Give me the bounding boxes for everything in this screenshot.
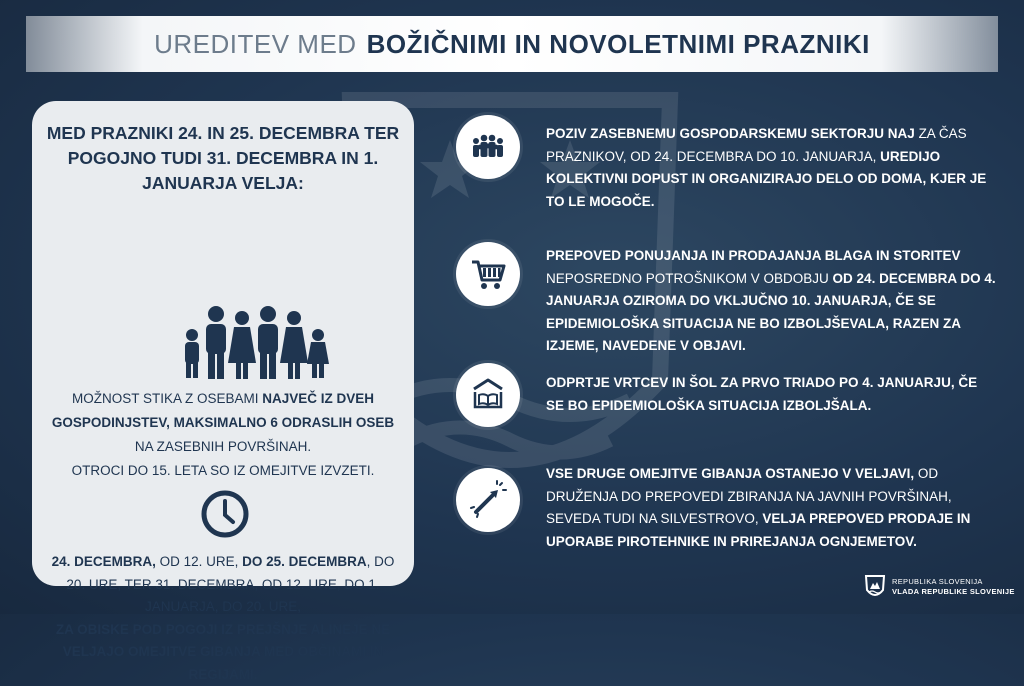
- item-sales-ban-text: PREPOVED PONUJANJA IN PRODAJANJA BLAGA IN STORITEV NEPOSREDNO POTROŠNIKOM V OBDOBJU OD 24. DECEMBRA DO 4. JANUARJA OZIROMA DO VKLJUČNO 10. JANUARJA, ČE SE EPIDEMIOLOŠKA SITUACIJA NE BO IZBOLJŠEVALA, RAZEN ZA IZJEME, NAVEDENE V OBJAVI.: [546, 248, 996, 353]
- family-icon: [180, 305, 330, 379]
- shopping-cart-icon: [456, 242, 520, 306]
- title-bold: BOŽIČNIMI IN NOVOLETNIMI PRAZNIKI: [366, 28, 870, 59]
- clock-icon: [200, 489, 250, 539]
- contact-rules-text: MOŽNOST STIKA Z OSEBAMI NAJVEČ IZ DVEH GOSPODINJSTEV, MAKSIMALNO 6 ODRASLIH OSEB NA ZASEBNIH POVRŠINAH. OTROCI DO 15. LETA SO IZ OMEJITVE IZVZETI.: [51, 391, 395, 478]
- government-logo: [864, 574, 1015, 600]
- firework-rocket-icon: [456, 468, 520, 532]
- visiting-hours-text: 24. DECEMBRA, OD 12. URE, DO 25. DECEMBRA, DO 20. URE, TER 31. DECEMBRA, OD 12. URE, DO 1. JANUARJA, DO 20. URE, ZA OBISKE POD POGOJI IZ PREJŠNJE ALINEJE NE VELJAJO OMEJITVE GIBANJA MED OBČINAMI IN REGIJAMI.: [51, 554, 395, 682]
- footer-line-1: REPUBLIKA SLOVENIJA: [892, 577, 983, 586]
- people-group-icon: [456, 115, 520, 179]
- left-card-title: MED PRAZNIKI 24. IN 25. DECEMBRA TER POGOJNO TUDI 31. DECEMBRA IN 1. JANUARJA VELJA:: [46, 123, 400, 193]
- footer-line-2: VLADA REPUBLIKE SLOVENIJE: [892, 587, 1015, 596]
- title-banner: [26, 16, 998, 72]
- school-book-icon: [456, 363, 520, 427]
- item-private-sector-text: POZIV ZASEBNEMU GOSPODARSKEMU SEKTORJU NAJ ZA ČAS PRAZNIKOV, OD 24. DECEMBRA DO 10. JANUARJA, UREDIJO KOLEKTIVNI DOPUST IN ORGANIZIRAJO DELO OD DOMA, KJER JE TO LE MOGOČE.: [546, 126, 987, 209]
- left-card: [32, 101, 414, 682]
- slovenia-coat-of-arms-icon: [864, 574, 886, 600]
- item-schools-text: ODPRTJE VRTCEV IN ŠOL ZA PRVO TRIADO PO 4. JANUARJU, ČE SE BO EPIDEMIOLOŠKA SITUACIJA IZBOLJŠALA.: [546, 375, 978, 413]
- title-light: UREDITEV MED: [154, 28, 357, 59]
- item-restrictions-text: VSE DRUGE OMEJITVE GIBANJA OSTANEJO V VELJAVI, OD DRUŽENJA DO PREPOVEDI ZBIRANJA NA JAVNIH POVRŠINAH, SEVEDA TUDI NA SILVESTROVO, VELJA PREPOVED PRODAJE IN UPORABE PIROTEHNIKE IN PRIREJANJA OGNJEMETOV.: [546, 466, 971, 549]
